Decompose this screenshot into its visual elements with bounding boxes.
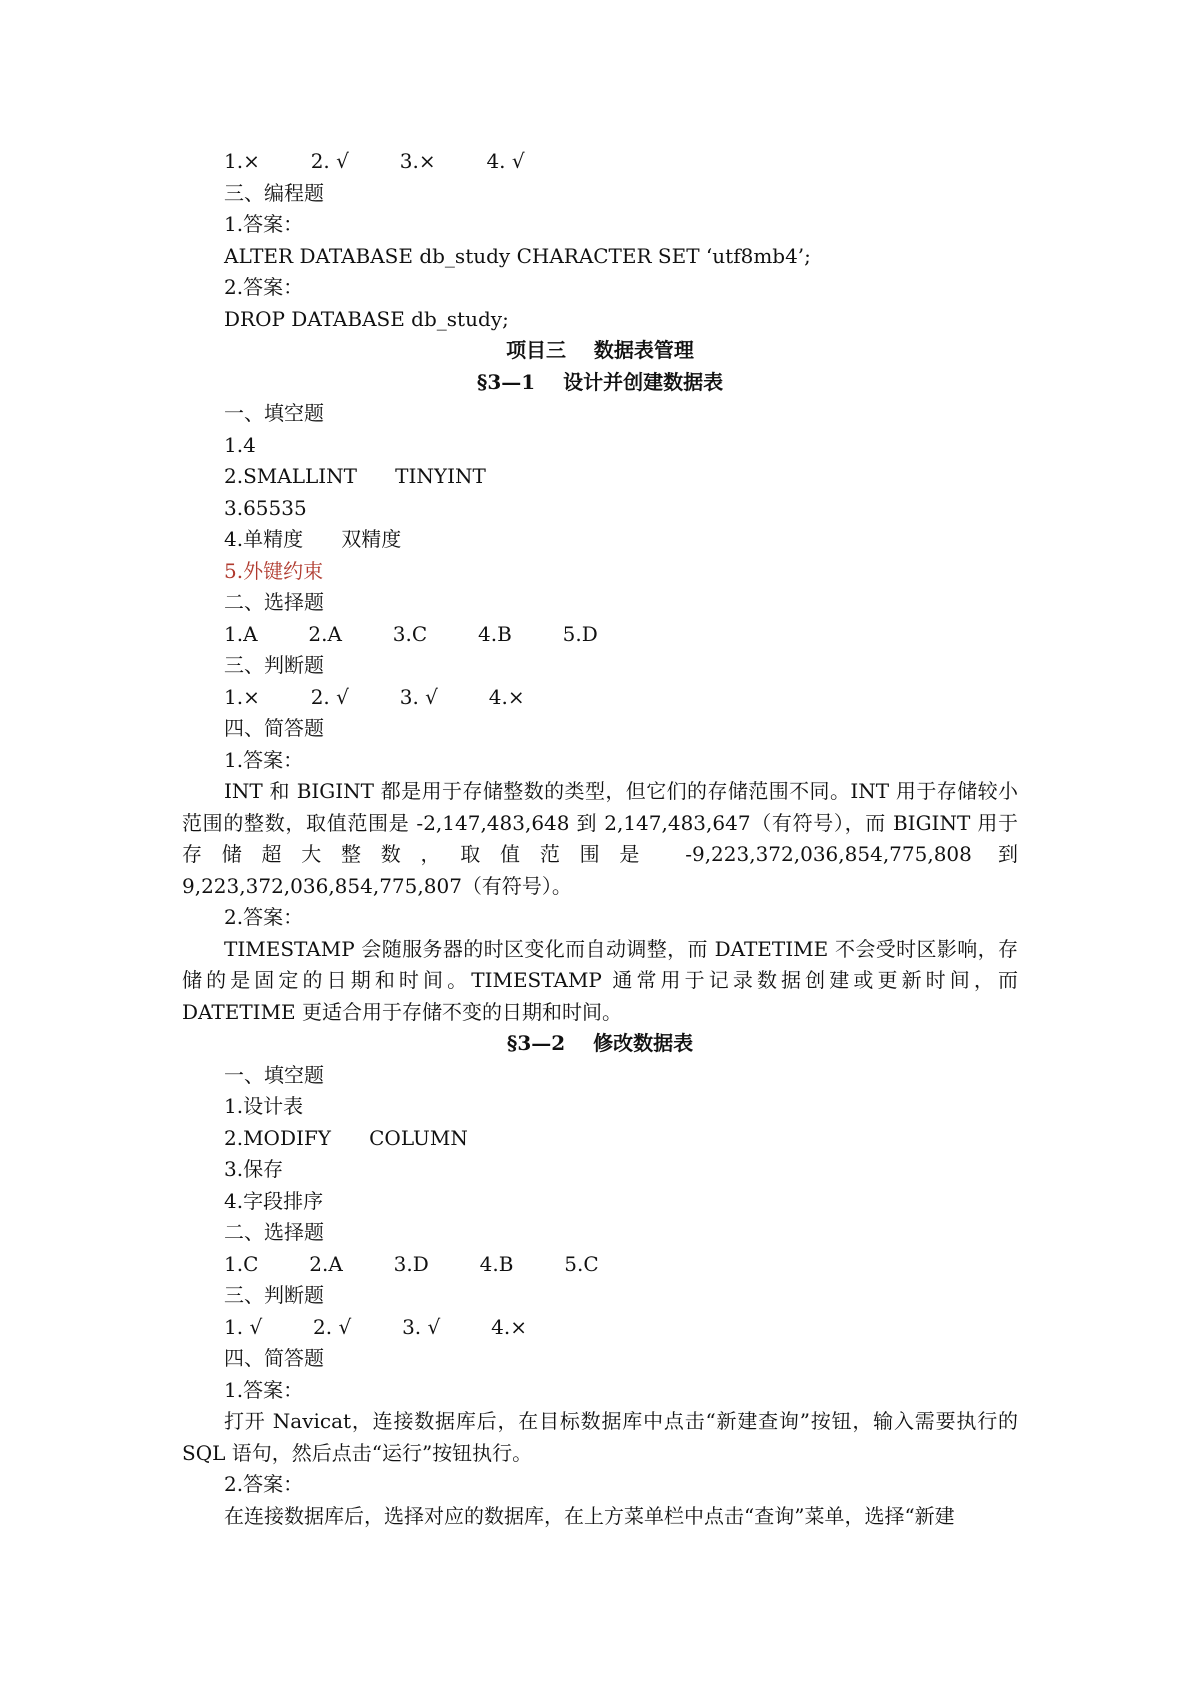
section-heading: 一、填空题 bbox=[224, 401, 324, 425]
section-heading: 一、填空题 bbox=[224, 1062, 324, 1087]
fill-answer-highlighted: 5.外键约束 bbox=[224, 558, 324, 583]
fill-answer: 3.保存 bbox=[224, 1157, 284, 1181]
answer-label: 1.答案： bbox=[224, 1377, 304, 1402]
fill-answer: 2.MODIFY COLUMN bbox=[224, 1125, 468, 1150]
answer-paragraph: 在连接数据库后，选择对应的数据库，在上方菜单栏中点击“查询”菜单，选择“新建 bbox=[224, 1503, 955, 1528]
section-heading: 三、判断题 bbox=[224, 653, 324, 677]
section-heading: 二、选择题 bbox=[224, 1220, 324, 1244]
fill-answer: 1.设计表 bbox=[224, 1094, 304, 1118]
choice-answers: 1.A 2.A 3.C 4.B 5.D bbox=[224, 621, 598, 646]
fill-answer: 2.SMALLINT TINYINT bbox=[224, 464, 486, 488]
answer-label: 2.答案： bbox=[224, 275, 304, 299]
section-heading: 三、编程题 bbox=[224, 180, 324, 205]
section-title: §3—2 修改数据表 bbox=[506, 1031, 694, 1055]
choice-answers: 1.C 2.A 3.D 4.B 5.C bbox=[224, 1251, 599, 1276]
chapter-title: 项目三 数据表管理 bbox=[506, 338, 694, 362]
sql-code-line: ALTER DATABASE db_study CHARACTER SET ‘utf8mb4’; bbox=[224, 243, 811, 268]
fill-answer: 3.65535 bbox=[224, 495, 307, 520]
answer-paragraph: 打开 Navicat，连接数据库后，在目标数据库中点击“新建查询”按钮，输入需要执行的 SQL 语句，然后点击“运行”按钮执行。 bbox=[182, 1409, 1018, 1465]
answer-label: 1.答案： bbox=[224, 747, 304, 772]
judge-answers: 1. √ 2. √ 3. √ 4.× bbox=[224, 1314, 527, 1339]
answer-label: 2.答案： bbox=[224, 905, 304, 929]
document-body bbox=[182, 146, 1018, 1532]
fill-answer: 4.字段排序 bbox=[224, 1188, 324, 1213]
fill-answer: 1.4 bbox=[224, 432, 256, 457]
judge-answers: 1.× 2. √ 3. √ 4.× bbox=[224, 684, 525, 709]
answer-label: 2.答案： bbox=[224, 1472, 304, 1496]
answer-paragraph: INT 和 BIGINT 都是用于存储整数的类型，但它们的存储范围不同。INT 用于存储较小范围的整数，取值范围是 -2,147,483,648 到 2,147,483,647（有符号），而 BIGINT 用于存储超大整数，取值范围是 -9,223,372,036,854,775,808 到 9,223,372,036,854,775,807（有符号）。 bbox=[182, 779, 1018, 898]
judge-answers: 1.× 2. √ 3.× 4. √ bbox=[224, 149, 525, 173]
section-heading: 四、简答题 bbox=[224, 1346, 324, 1370]
section-heading: 二、选择题 bbox=[224, 590, 324, 614]
sql-code-line: DROP DATABASE db_study; bbox=[224, 306, 509, 331]
fill-answer: 4.单精度 双精度 bbox=[224, 527, 402, 551]
answer-label: 1.答案： bbox=[224, 212, 304, 236]
section-heading: 三、判断题 bbox=[224, 1283, 324, 1307]
answer-paragraph: TIMESTAMP 会随服务器的时区变化而自动调整，而 DATETIME 不会受时区影响，存储的是固定的日期和时间。TIMESTAMP 通常用于记录数据创建或更新时间，而 DATETIME 更适合用于存储不变的日期和时间。 bbox=[182, 936, 1018, 1024]
section-title: §3—1 设计并创建数据表 bbox=[476, 369, 724, 394]
section-heading: 四、简答题 bbox=[224, 716, 324, 740]
